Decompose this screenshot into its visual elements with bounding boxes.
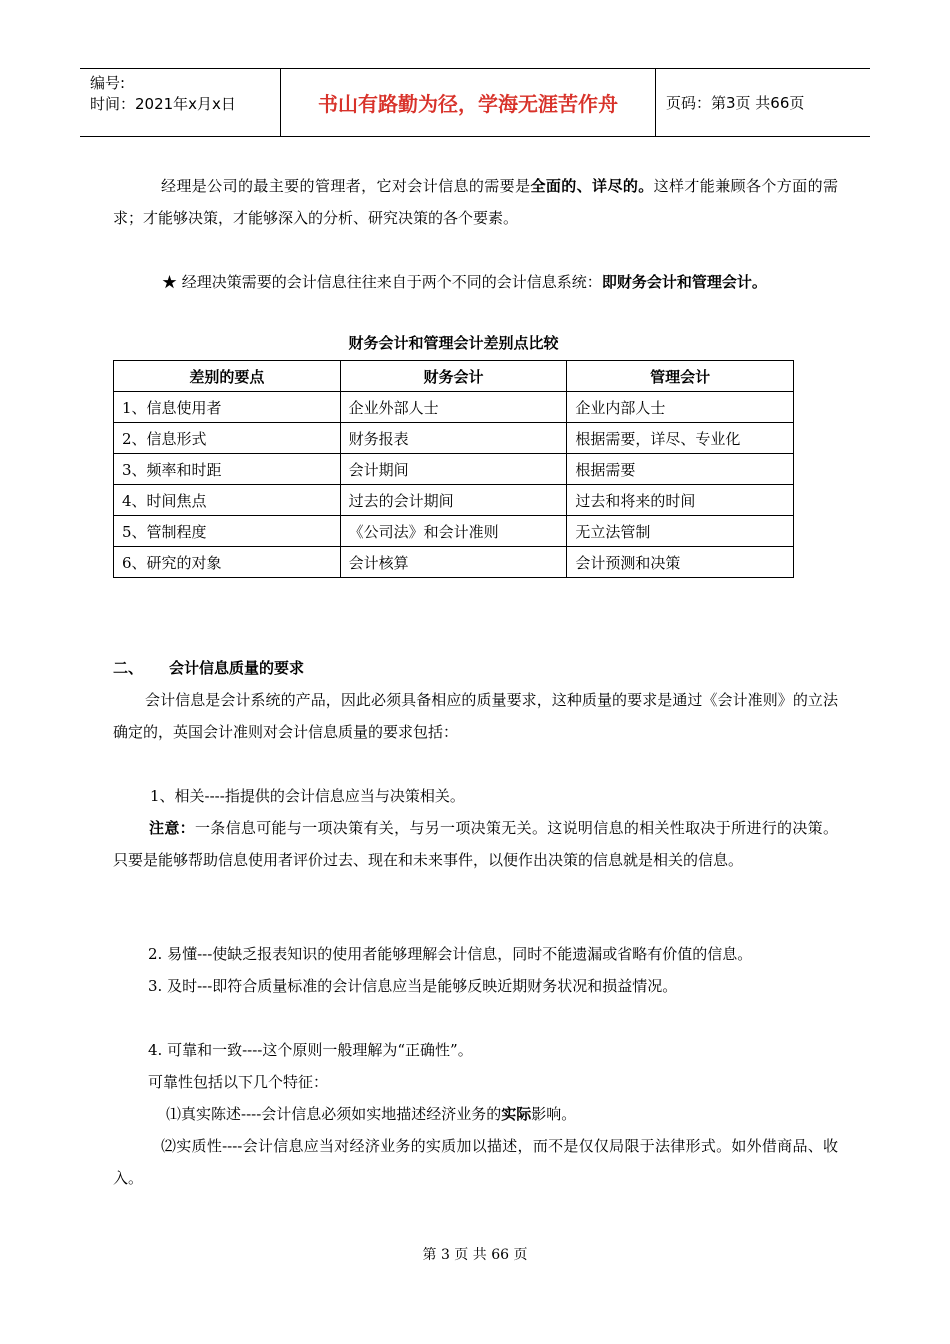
table-title: 财务会计和管理会计差别点比较	[348, 334, 559, 352]
table-row	[114, 454, 794, 485]
table-cell: 过去的会计期间	[340, 485, 567, 516]
section-heading	[113, 652, 304, 684]
note-paragraph: 注意：一条信息可能与一项决策有关，与另一项决策无关。这说明信息的相关性取决于所进行的决策。只要是能够帮助信息使用者评价过去、现在和未来事件，以便作出决策的信息就是相关的信息。	[113, 819, 838, 869]
table-cell: 5、管制程度	[114, 516, 341, 547]
item-relevance: 1、相关----指提供的会计信息应当与决策相关。	[150, 787, 465, 805]
feature-emphasis: 实际	[501, 1105, 532, 1123]
item-timely: 3. 及时---即符合质量标准的会计信息应当是能够反映近期财务状况和损益情况。	[148, 977, 678, 995]
intro-paragraph: 经理是公司的最主要的管理者，它对会计信息的需要是全面的、详尽的。这样才能兼顾各个方面的需求；才能够决策，才能够深入的分析、研究决策的各个要素。	[113, 177, 838, 227]
table-row	[114, 547, 794, 578]
intro-emphasis: 全面的、详尽的。	[530, 177, 654, 195]
table-cell: 会计期间	[340, 454, 567, 485]
table-row	[114, 392, 794, 423]
page-header	[80, 68, 870, 137]
table-cell: 会计预测和决策	[567, 547, 794, 578]
table-header-row	[114, 361, 794, 392]
feature-substance: ⑵实质性----会计信息应当对经济业务的实质加以描述，而不是仅仅局限于法律形式。如外借商品、收入。	[113, 1137, 838, 1187]
date-label: 时间：2021年x月x日	[90, 95, 236, 113]
header-motto: 书山有路勤为径，学海无涯苦作舟	[280, 69, 656, 136]
table-cell: 根据需要，详尽、专业化	[567, 423, 794, 454]
table-cell: 过去和将来的时间	[567, 485, 794, 516]
table-cell: 3、频率和时距	[114, 454, 341, 485]
key-point-emphasis: 即财务会计和管理会计。	[601, 273, 767, 291]
table-cell: 企业外部人士	[340, 392, 567, 423]
table-cell: 4、时间焦点	[114, 485, 341, 516]
section-title: 会计信息质量的要求	[169, 659, 305, 677]
table-header: 差别的要点	[114, 361, 341, 392]
note-label: 注意：	[149, 819, 195, 837]
table-header: 管理会计	[567, 361, 794, 392]
header-page-code: 页码：第3页 共66页	[666, 94, 805, 112]
item-understandable: 2. 易懂---使缺乏报表知识的使用者能够理解会计信息，同时不能遗漏或省略有价值的信息。	[148, 945, 753, 963]
feature-truthful: ⑴真实陈述----会计信息必须如实地描述经济业务的实际影响。	[166, 1105, 577, 1123]
table-cell: 1、信息使用者	[114, 392, 341, 423]
table-cell: 财务报表	[340, 423, 567, 454]
table-cell: 根据需要	[567, 454, 794, 485]
table-cell: 《公司法》和会计准则	[340, 516, 567, 547]
section-number: 二、	[113, 659, 144, 677]
table-row	[114, 485, 794, 516]
table-row	[114, 423, 794, 454]
table-cell: 会计核算	[340, 547, 567, 578]
table-cell: 6、研究的对象	[114, 547, 341, 578]
number-label: 编号:	[90, 74, 126, 92]
table-cell: 2、信息形式	[114, 423, 341, 454]
table-row	[114, 516, 794, 547]
table-cell: 企业内部人士	[567, 392, 794, 423]
item-reliable: 4. 可靠和一致----这个原则一般理解为“正确性”。	[148, 1041, 473, 1059]
table-header: 财务会计	[340, 361, 567, 392]
table-cell: 无立法管制	[567, 516, 794, 547]
comparison-table	[113, 360, 794, 578]
page-footer: 第 3 页 共 66 页	[422, 1247, 528, 1263]
features-intro: 可靠性包括以下几个特征：	[148, 1073, 329, 1091]
section-paragraph: 会计信息是会计系统的产品，因此必须具备相应的质量要求，这种质量的要求是通过《会计准则》的立法确定的，英国会计准则对会计信息质量的要求包括：	[113, 691, 838, 741]
header-meta	[80, 69, 280, 136]
star-icon: ★	[162, 273, 178, 291]
key-point: ★ 经理决策需要的会计信息往往来自于两个不同的会计信息系统：即财务会计和管理会计。	[162, 273, 767, 291]
